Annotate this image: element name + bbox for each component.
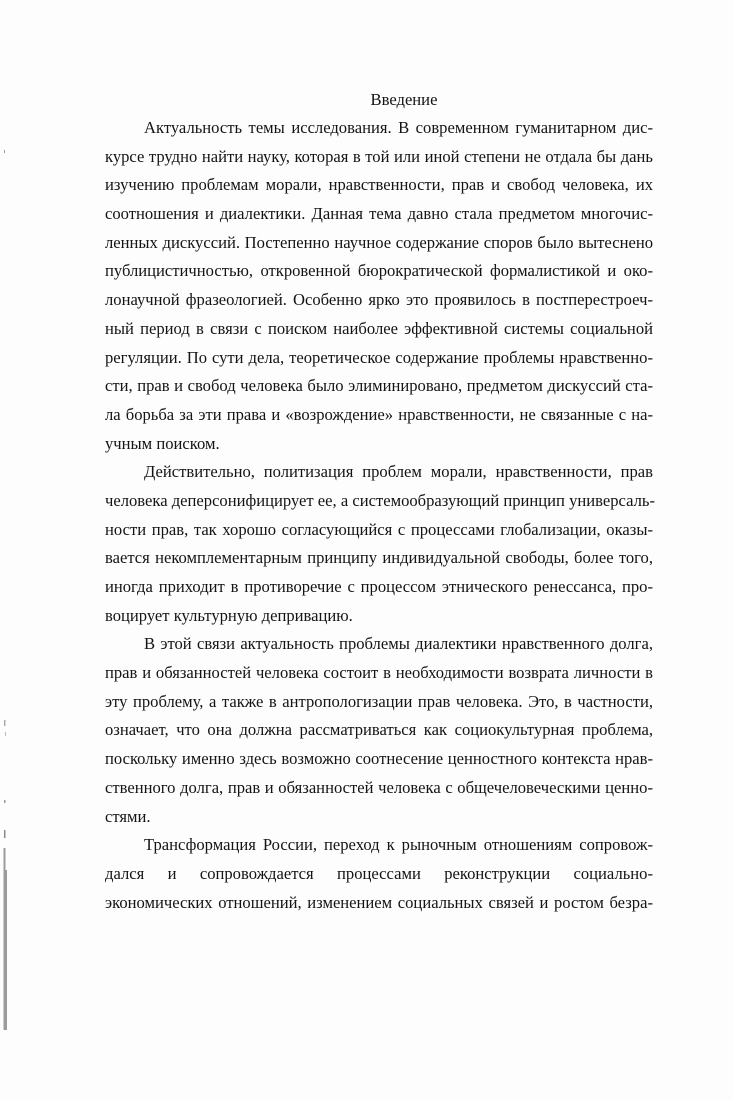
text-line: ности прав, так хорошо согласующийся с процессами глобализации, оказы-: [105, 519, 653, 539]
text-line: Трансформация России, переход к рыночным отношениям сопровож-: [144, 835, 653, 855]
text-line: соотношения и диалектики. Данная тема давно стала предметом многочис-: [105, 204, 653, 224]
text-line: В этой связи актуальность проблемы диалектики нравственного долга,: [144, 634, 653, 654]
scan-edge-artifact: [2, 720, 10, 1030]
text-line: сти, прав и свобод человека было элиминировано, предметом дискуссий ста-: [105, 376, 653, 396]
text-line: курсе трудно найти науку, которая в той или иной степени не отдала бы дань: [105, 146, 653, 166]
section-heading: Введение: [370, 90, 438, 109]
paragraph-3: [105, 630, 653, 831]
text-line: эту проблему, а также в антропологизации прав человека. Это, в частности,: [105, 691, 653, 711]
paragraph-2: [105, 458, 653, 630]
text-line: Действительно, политизация проблем морали, нравственности, прав: [144, 462, 653, 482]
text-line: лонаучной фразеологией. Особенно ярко это проявилось в постперестроеч-: [105, 290, 653, 310]
text-line: регуляции. По сути дела, теоретическое содержание проблемы нравственно-: [105, 347, 653, 367]
text-line: ный период в связи с поиском наиболее эффективной системы социальной: [105, 318, 653, 338]
paragraph-1: [105, 114, 653, 458]
text-line: изучению проблемам морали, нравственности, прав и свобод человека, их: [105, 175, 653, 195]
text-line: экономических отношений, изменением социальных связей и ростом безра-: [105, 892, 653, 912]
text-line: вается некомплементарным принципу индивидуальной свободы, более того,: [105, 548, 653, 568]
text-line: учным поиском.: [105, 433, 220, 453]
text-line: поскольку именно здесь возможно соотнесение ценностного контекста нрав-: [105, 749, 653, 769]
paragraph-4: [105, 831, 653, 917]
text-line: ственного долга, прав и обязанностей человека с общечеловеческими ценно-: [105, 777, 653, 797]
text-line: ла борьба за эти права и «возрождение» нравственности, не связанные с на-: [105, 404, 653, 424]
text-line: человека деперсонифицирует ее, а системообразующий принцип универсаль-: [105, 490, 655, 510]
text-line: Актуальность темы исследования. В современном гуманитарном дис-: [144, 118, 653, 137]
text-line: ленных дискуссий. Постепенно научное содержание споров было вытеснено: [105, 232, 653, 252]
text-line: публицистичностью, откровенной бюрократической формалистикой и око-: [105, 261, 653, 281]
text-line: стями.: [105, 806, 151, 826]
text-line: воцирует культурную депривацию.: [105, 605, 353, 625]
text-line: означает, что она должна рассматриваться как социокультурная проблема,: [105, 720, 653, 740]
text-line: прав и обязанностей человека состоит в необходимости возврата личности в: [105, 663, 653, 683]
text-line: дался и сопровождается процессами реконструкции социально-: [105, 863, 653, 883]
scan-speck: [4, 150, 5, 153]
text-line: иногда приходит в противоречие с процессом этнического ренессанса, про-: [105, 577, 653, 596]
document-body: [105, 86, 653, 917]
